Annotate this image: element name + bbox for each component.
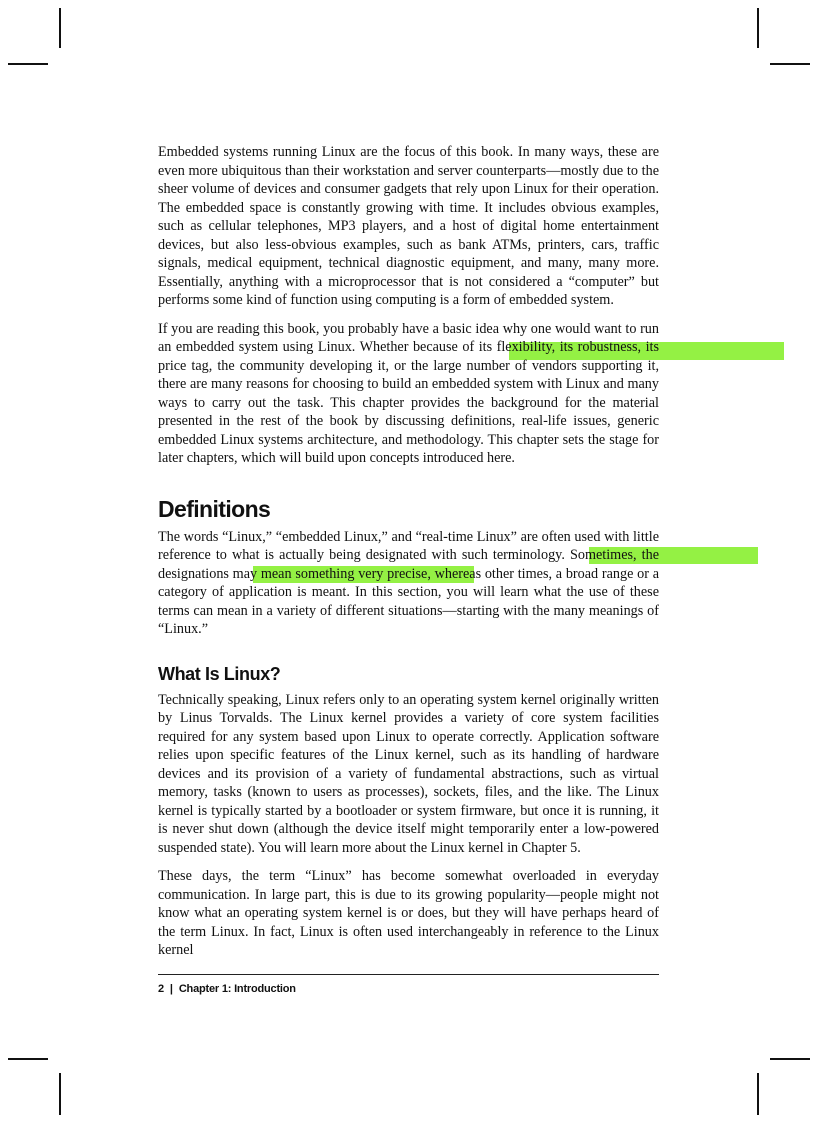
crop-mark-top-left-horizontal bbox=[8, 63, 48, 65]
page-footer bbox=[158, 983, 296, 995]
crop-mark-bottom-right-horizontal bbox=[770, 1058, 810, 1060]
crop-mark-bottom-left-vertical bbox=[59, 1073, 61, 1115]
intro-paragraph-2: If you are reading this book, you probably have a basic idea why one would want to run an embedded system using Linux. Whether because of its flexibility, its robustness, its price tag, the community developing it, or the large number of vendors supporting it, there are many reasons for choosing to build an embedded system with Linux and many ways to carry out the task. This chapter provides the background for the material presented in the rest of the book by discussing definitions, real-life issues, generic embedded Linux systems architecture, and methodology. This chapter sets the stage for later chapters, which will build upon concepts introduced here. bbox=[158, 320, 659, 466]
section-heading-definitions: Definitions bbox=[158, 495, 271, 522]
what-is-linux-paragraph-1: Technically speaking, Linux refers only to an operating system kernel originally written by Linus Torvalds. The Linux kernel provides a variety of core system facilities required for any system based upon Linux to operate correctly. Application software relies upon specific features of the Linux kernel, such as its handling of hardware devices and its provision of a variety of fundamental abstractions, such as virtual memory, tasks (known to users as processes), sockets, files, and the like. The Linux kernel is typically started by a bootloader or system firmware, but once it is running, it is never shut down (although the device itself might temporarily enter a low-powered suspended state). You will learn more about the Linux kernel in Chapter 5. bbox=[158, 691, 659, 856]
crop-mark-top-left-vertical bbox=[59, 8, 61, 48]
crop-mark-bottom-left-horizontal bbox=[8, 1058, 48, 1060]
page-number: 2 bbox=[158, 983, 164, 995]
footer-chapter-title: Chapter 1: Introduction bbox=[178, 983, 296, 995]
footer-rule bbox=[158, 974, 659, 975]
what-is-linux-paragraph-2: These days, the term “Linux” has become somewhat overloaded in everyday communication. In large part, this is due to its growing popularity—people might not know what an operating system kernel is or does, but they will have perhaps heard of the term Linux. In fact, Linux is often used interchangeably in reference to the Linux kernel bbox=[158, 868, 659, 958]
page-body bbox=[158, 143, 659, 970]
intro-paragraph-1: Embedded systems running Linux are the focus of this book. In many ways, these are even more ubiquitous than their workstation and server counterparts—mostly due to the sheer volume of devices and consumer gadgets that rely upon Linux for their operation. The embedded space is constantly growing with time. It includes obvious examples, such as cellular telephones, MP3 players, and a host of digital home entertainment devices, but also less-obvious examples, such as bank ATMs, printers, cars, traffic signals, medical equipment, technical diagnostic equipment, and many, many more. Essentially, anything with a microprocessor that is not considered a “computer” but performs some kind of function using computing is a form of embedded system. bbox=[158, 144, 659, 308]
crop-mark-top-right-horizontal bbox=[770, 63, 810, 65]
footer-separator: | bbox=[169, 983, 173, 995]
crop-mark-top-right-vertical bbox=[757, 8, 759, 48]
crop-mark-bottom-right-vertical bbox=[757, 1073, 759, 1115]
definitions-paragraph: The words “Linux,” “embedded Linux,” and “real-time Linux” are often used with little reference to what is actually being designated with such terminology. Sometimes, the designations may mean something very precise, whereas other times, a broad range or a category of application is meant. In this section, you will learn what the use of these terms can mean in a variety of different situations—starting with the many meanings of “Linux.” bbox=[158, 528, 659, 637]
subsection-heading-what-is-linux: What Is Linux? bbox=[158, 663, 281, 684]
